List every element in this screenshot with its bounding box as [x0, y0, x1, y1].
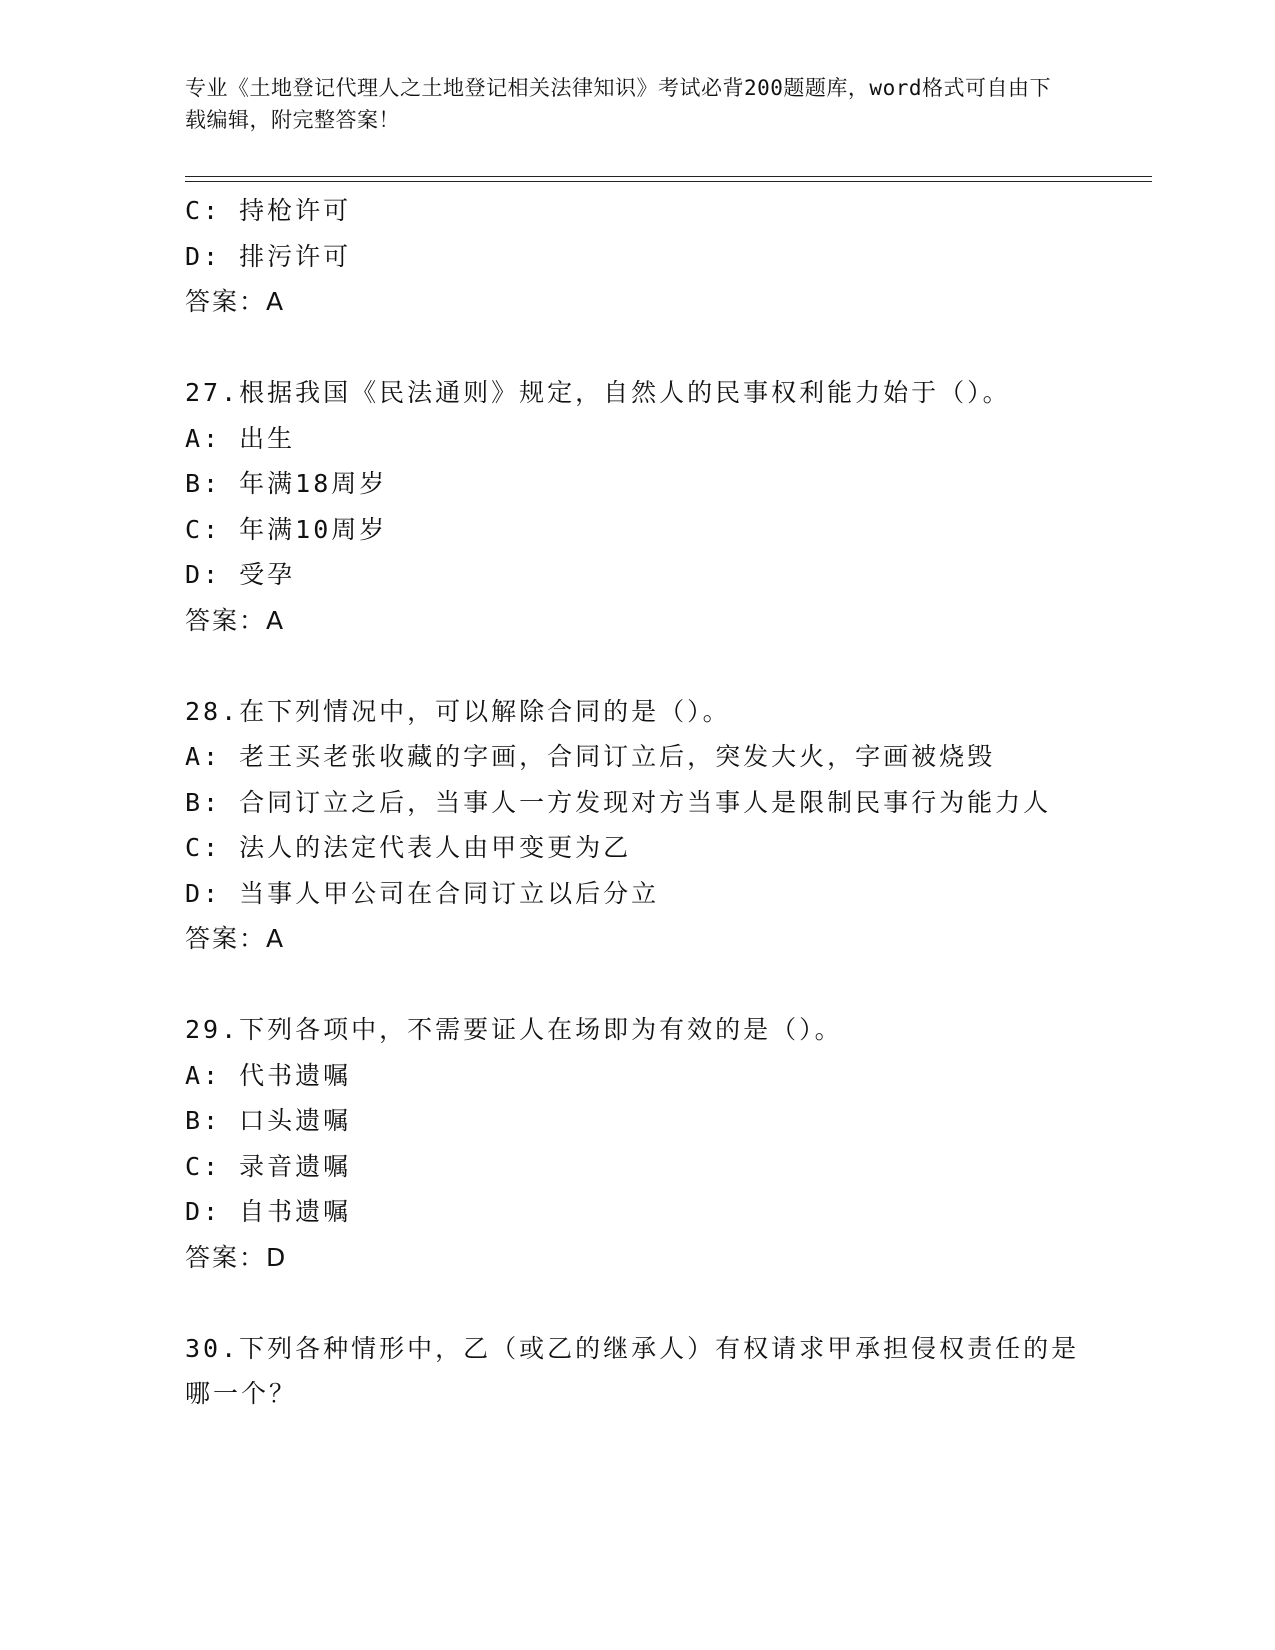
question-stem: 28.在下列情况中，可以解除合同的是（）。	[185, 696, 731, 726]
question-stem: 30.下列各种情形中，乙（或乙的继承人）有权请求甲承担侵权责任的是哪一个？	[185, 1333, 1080, 1408]
answer: 答案：D	[185, 1242, 288, 1272]
document-body	[185, 188, 1085, 1417]
question-28	[185, 689, 1085, 962]
option: D: 当事人甲公司在合同订立以后分立	[185, 878, 660, 908]
answer: 答案：A	[185, 287, 286, 316]
option: D: 排污许可	[185, 241, 352, 271]
option: B: 口头遗嘱	[185, 1106, 352, 1135]
spacer	[185, 325, 1085, 371]
option: A: 出生	[185, 423, 296, 453]
header-rule-bottom	[185, 181, 1152, 182]
option: C: 年满10周岁	[185, 514, 388, 544]
question-30	[185, 1326, 1085, 1417]
option: B: 合同订立之后，当事人一方发现对方当事人是限制民事行为能力人	[185, 787, 1052, 817]
question-stem: 27.根据我国《民法通则》规定，自然人的民事权利能力始于（）。	[185, 378, 1011, 407]
option: D: 受孕	[185, 560, 296, 589]
option: C: 录音遗嘱	[185, 1151, 352, 1181]
document-header: 专业《土地登记代理人之土地登记相关法律知识》考试必背200题题库，word格式可自由下载编辑，附完整答案！	[185, 76, 1051, 132]
question-27	[185, 370, 1085, 643]
option: B: 年满18周岁	[185, 469, 388, 498]
spacer	[185, 643, 1085, 689]
spacer	[185, 962, 1085, 1008]
answer: 答案：A	[185, 605, 286, 635]
option: A: 代书遗嘱	[185, 1060, 352, 1090]
continued-question	[185, 188, 1085, 325]
question-29	[185, 1007, 1085, 1280]
question-stem: 29.下列各项中，不需要证人在场即为有效的是（）。	[185, 1015, 843, 1044]
option: D: 自书遗嘱	[185, 1197, 352, 1226]
answer: 答案：A	[185, 924, 286, 953]
option: A: 老王买老张收藏的字画，合同订立后，突发大火，字画被烧毁	[185, 742, 996, 771]
option: C: 法人的法定代表人由甲变更为乙	[185, 833, 632, 862]
header-rule-top	[185, 176, 1152, 177]
option: C: 持枪许可	[185, 196, 352, 225]
spacer	[185, 1280, 1085, 1326]
